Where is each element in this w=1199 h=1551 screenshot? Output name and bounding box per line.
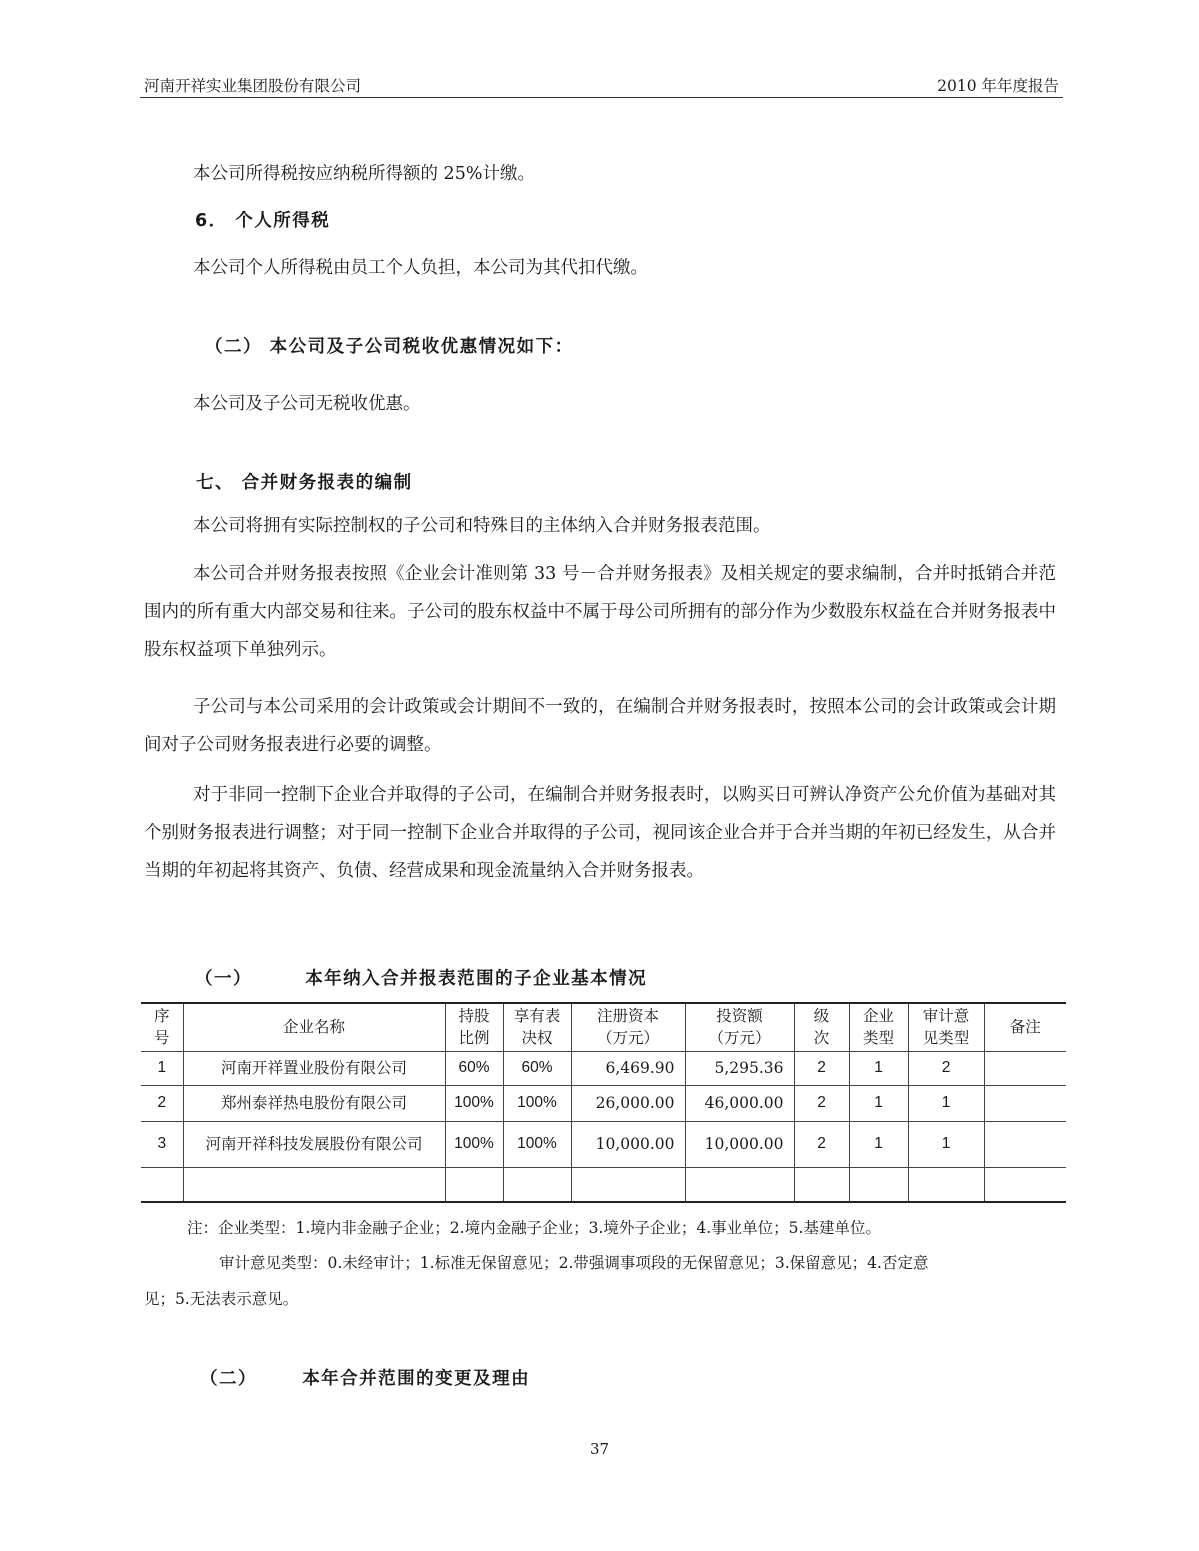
heading-scope-change-text: 本年合并范围的变更及理由 [302,1369,531,1389]
col-header-seq: 序 号 [141,1003,183,1051]
col-header-vote: 享有表 决权 [503,1003,571,1051]
col-header-invest: 投资额 （万元） [685,1003,794,1051]
col-header-remark: 备注 [984,1003,1066,1051]
paragraph-policy-adjustment: 子公司与本公司采用的会计政策或会计期间不一致的，在编制合并财务报表时，按照本公司的会计政策或会计期间对子公司财务报表进行必要的调整。 [144,697,1056,755]
heading-subsidiary-info-text: 本年纳入合并报表范围的子企业基本情况 [305,969,648,989]
heading-personal-tax: 6． 个人所得税 [195,211,331,231]
heading-scope-change [200,1365,530,1390]
subsidiary-table [141,1002,1066,1203]
col-header-name: 企业名称 [183,1003,445,1051]
note-audit-type-cont: 见；5.无法表示意见。 [144,1290,299,1308]
table-row: 1 河南开祥置业股份有限公司 60% 60% 6,469.90 5,295.36 2 1 2 [141,1051,1066,1085]
header-rule [140,97,1063,98]
paragraph-personal-tax: 本公司个人所得税由员工个人负担，本公司为其代扣代缴。 [193,258,648,278]
heading-scope-change-num: （二） [200,1369,257,1389]
heading-subsidiary-info [195,965,647,990]
paragraph-tax-preference: 本公司及子公司无税收优惠。 [193,394,421,414]
table-header-row [141,1003,1066,1051]
col-header-type: 企业 类型 [849,1003,908,1051]
note-audit-type: 审计意见类型：0.未经审计；1.标准无保留意见；2.带强调事项段的无保留意见；3.保留意见；4.否定意 [219,1254,929,1272]
paragraph-business-combination: 对于非同一控制下企业合并取得的子公司，在编制合并财务报表时，以购买日可辨认净资产公允价值为基础对其个别财务报表进行调整；对于同一控制下企业合并取得的子公司，视同该企业合并于合并当期的年初已经发生，从合并当期的年初起将其资产、负债、经营成果和现金流量纳入合并财务报表。 [144,785,1056,881]
heading-tax-preference: （二） 本公司及子公司税收优惠情况如下： [205,337,574,357]
header-company: 河南开祥实业集团股份有限公司 [144,77,362,95]
table-row: 3 河南开祥科技发展股份有限公司 100% 100% 10,000.00 10,000.00 2 1 1 [141,1121,1066,1167]
paragraph-income-tax: 本公司所得税按应纳税所得额的 25%计缴。 [193,164,535,184]
heading-subsidiary-info-num: （一） [195,969,252,989]
paragraph-consolidation-basis: 本公司合并财务报表按照《企业会计准则第 33 号－合并财务报表》及相关规定的要求编制，合并时抵销合并范围内的所有重大内部交易和往来。子公司的股东权益中不属于母公司所拥有的部分作为少数股东权益在合并财务报表中股东权益项下单独列示。 [144,564,1056,660]
header-report-title: 2010 年年度报告 [937,77,1059,95]
table-row-empty [141,1167,1066,1202]
col-header-audit: 审计意 见类型 [908,1003,984,1051]
col-header-hold: 持股 比例 [445,1003,503,1051]
page-number: 37 [589,1440,610,1458]
table-row: 2 郑州泰祥热电股份有限公司 100% 100% 26,000.00 46,000.00 2 1 1 [141,1085,1066,1121]
col-header-capital: 注册资本 （万元） [571,1003,685,1051]
note-enterprise-type: 注：企业类型：1.境内非金融子企业；2.境内金融子企业；3.境外子企业；4.事业单位；5.基建单位。 [187,1219,881,1237]
paragraph-consolidation-scope: 本公司将拥有实际控制权的子公司和特殊目的主体纳入合并财务报表范围。 [193,516,771,536]
col-header-level: 级 次 [794,1003,849,1051]
heading-section-7: 七、 合并财务报表的编制 [196,473,413,493]
